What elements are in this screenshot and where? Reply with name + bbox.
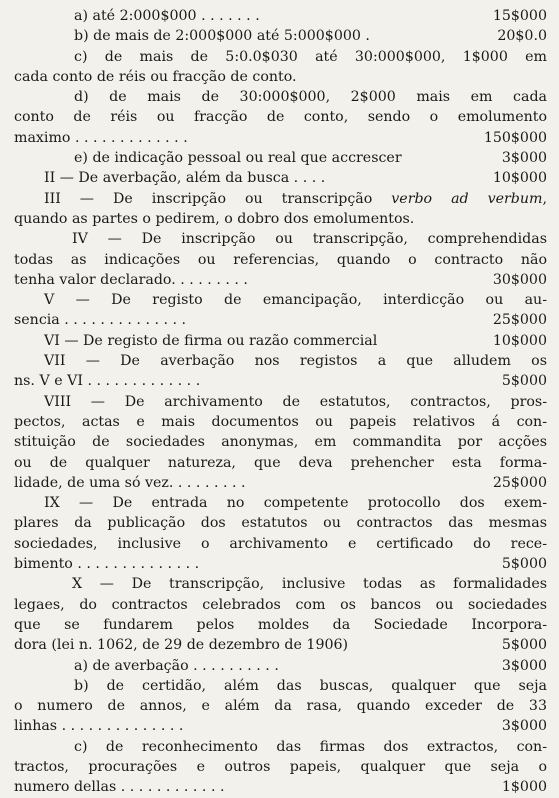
fee-amount: 30$000: [492, 271, 547, 288]
line-text: VI — De registo de firma ou razão commercial: [44, 332, 378, 349]
line-text: plares da publicação dos estatutos ou contractos das mesmas: [14, 515, 547, 532]
document-line: [14, 148, 547, 168]
document-line: [14, 209, 547, 229]
line-text: tenha valor declarado. . . . . . . . .: [14, 271, 248, 288]
document-line: [14, 107, 547, 127]
line-text: tractos, procurações e outros papeis, qualquer que seja o: [14, 758, 547, 775]
line-text: II — De averbação, além da busca . . . .: [44, 170, 326, 187]
document-line: [14, 87, 547, 107]
document-line: [14, 696, 547, 716]
line-text: dora (lei n. 1062, de 29 de dezembro de 1906): [14, 637, 349, 654]
document-line: [14, 656, 547, 676]
line-text: IV — De inscripção ou transcripção, comprehendidas: [72, 231, 547, 248]
line-text: e) de indicação pessoal ou real que accrescer: [74, 150, 402, 167]
line-text: ou de qualquer natureza, que deva prehencher esta forma-: [14, 454, 547, 471]
fee-amount: 15$000: [492, 8, 547, 24]
document-line: [14, 716, 547, 736]
line-text: maximo . . . . . . . . . . . . .: [14, 129, 188, 146]
line-text: numero dellas . . . . . . . . . . . .: [14, 779, 225, 796]
fee-amount: 10$000: [492, 332, 547, 349]
line-text: pectos, actas e mais documentos ou papeis relativos á con-: [14, 413, 547, 430]
fee-amount: 3$000: [501, 150, 547, 167]
line-text: X — De transcripção, inclusive todas as formalidades: [72, 576, 547, 593]
document-line: [14, 676, 547, 696]
document-line: [14, 595, 547, 615]
document-line: [14, 473, 547, 493]
document-line: [14, 168, 547, 188]
document-line: [14, 331, 547, 351]
document-line: [14, 737, 547, 757]
line-text: ns. V e VI . . . . . . . . . . . . .: [14, 373, 201, 390]
document-line: [14, 635, 547, 655]
fee-amount: 3$000: [501, 657, 547, 674]
line-text: cada conto de réis ou fracção de conto.: [14, 68, 297, 85]
line-text: linhas . . . . . . . . . . . . . .: [14, 718, 184, 735]
line-text: stituição de sociedades anonymas, em commandita por acções: [14, 434, 547, 451]
line-text: o numero de annos, e além da rasa, quando exceder de 33: [14, 698, 547, 715]
line-text: sencia . . . . . . . . . . . . . .: [14, 312, 187, 329]
line-text: VIII — De archivamento de estatutos, contractos, pros-: [44, 393, 547, 410]
document-line: [14, 26, 547, 46]
document-line: [14, 757, 547, 777]
line-text: b) de mais de 2:000$000 até 5:000$000 .: [74, 28, 370, 45]
line-text: c) de mais de 5:0.0$030 até 30:000$000, 1$000 em: [74, 48, 547, 65]
fee-amount: 20$0.0: [497, 28, 547, 45]
line-text: IX — De entrada no competente protocollo dos exem-: [44, 495, 547, 512]
line-text: sociedades, inclusive o archivamento e certificado do rece-: [14, 535, 547, 552]
fee-amount: 25$000: [492, 312, 547, 329]
line-text: lidade, de uma só vez. . . . . . . . .: [14, 474, 246, 491]
document-line: [14, 6, 547, 26]
line-text: conto de réis ou fracção de conto, sendo o emolumento: [14, 109, 547, 126]
document-line: [14, 270, 547, 290]
fee-amount: 150$000: [483, 129, 547, 146]
document-line: [14, 371, 547, 391]
document-line: [14, 513, 547, 533]
fee-amount: 1$000: [501, 779, 547, 796]
document-line: [14, 189, 547, 209]
line-text: todas as indicações ou referencias, quando o contracto não: [14, 251, 547, 268]
document-line: [14, 534, 547, 554]
fee-amount: 10$000: [492, 170, 547, 187]
document-line: [14, 412, 547, 432]
latin-phrase: verbo ad verbum: [391, 190, 543, 207]
document-line: [14, 392, 547, 412]
document-line: [14, 453, 547, 473]
document-line: [14, 432, 547, 452]
line-text: V — De registo de emancipação, interdicção ou au-: [44, 292, 547, 309]
document-line: [14, 493, 547, 513]
line-text: bimento . . . . . . . . . . . . . .: [14, 556, 200, 573]
document-line: [14, 351, 547, 371]
line-text: a) de averbação . . . . . . . . . .: [74, 657, 279, 674]
line-text: III — De inscripção ou transcripção verbo ad verbum,: [44, 190, 547, 207]
line-text: legaes, do contractos celebrados com os bancos ou sociedades: [14, 596, 547, 613]
line-text: quando as partes o pedirem, o dobro dos emolumentos.: [14, 210, 415, 227]
fee-amount: 5$000: [501, 556, 547, 573]
fee-amount: 5$000: [501, 373, 547, 390]
line-text: VII — De averbação nos registos a que alludem os: [44, 353, 547, 370]
document-line: [14, 290, 547, 310]
line-text: a) até 2:000$000 . . . . . . .: [74, 8, 260, 24]
line-text: d) de mais de 30:000$000, 2$000 mais em cada: [74, 89, 547, 106]
fee-amount: 25$000: [492, 474, 547, 491]
fee-amount: 3$000: [501, 718, 547, 735]
document-line: [14, 229, 547, 249]
document-line: [14, 310, 547, 330]
document-line: [14, 777, 547, 797]
document-line: [14, 67, 547, 87]
document-line: [14, 128, 547, 148]
fee-amount: 5$000: [501, 637, 547, 654]
document-line: [14, 554, 547, 574]
line-text: que se fundarem pelos moldes da Sociedade Incorpora-: [14, 616, 547, 633]
document-line: [14, 47, 547, 67]
document-line: [14, 574, 547, 594]
document-line: [14, 250, 547, 270]
line-text: b) de certidão, além das buscas, qualquer que seja: [74, 677, 547, 694]
document-line: [14, 615, 547, 635]
line-text: c) de reconhecimento das firmas dos extractos, con-: [74, 738, 547, 755]
